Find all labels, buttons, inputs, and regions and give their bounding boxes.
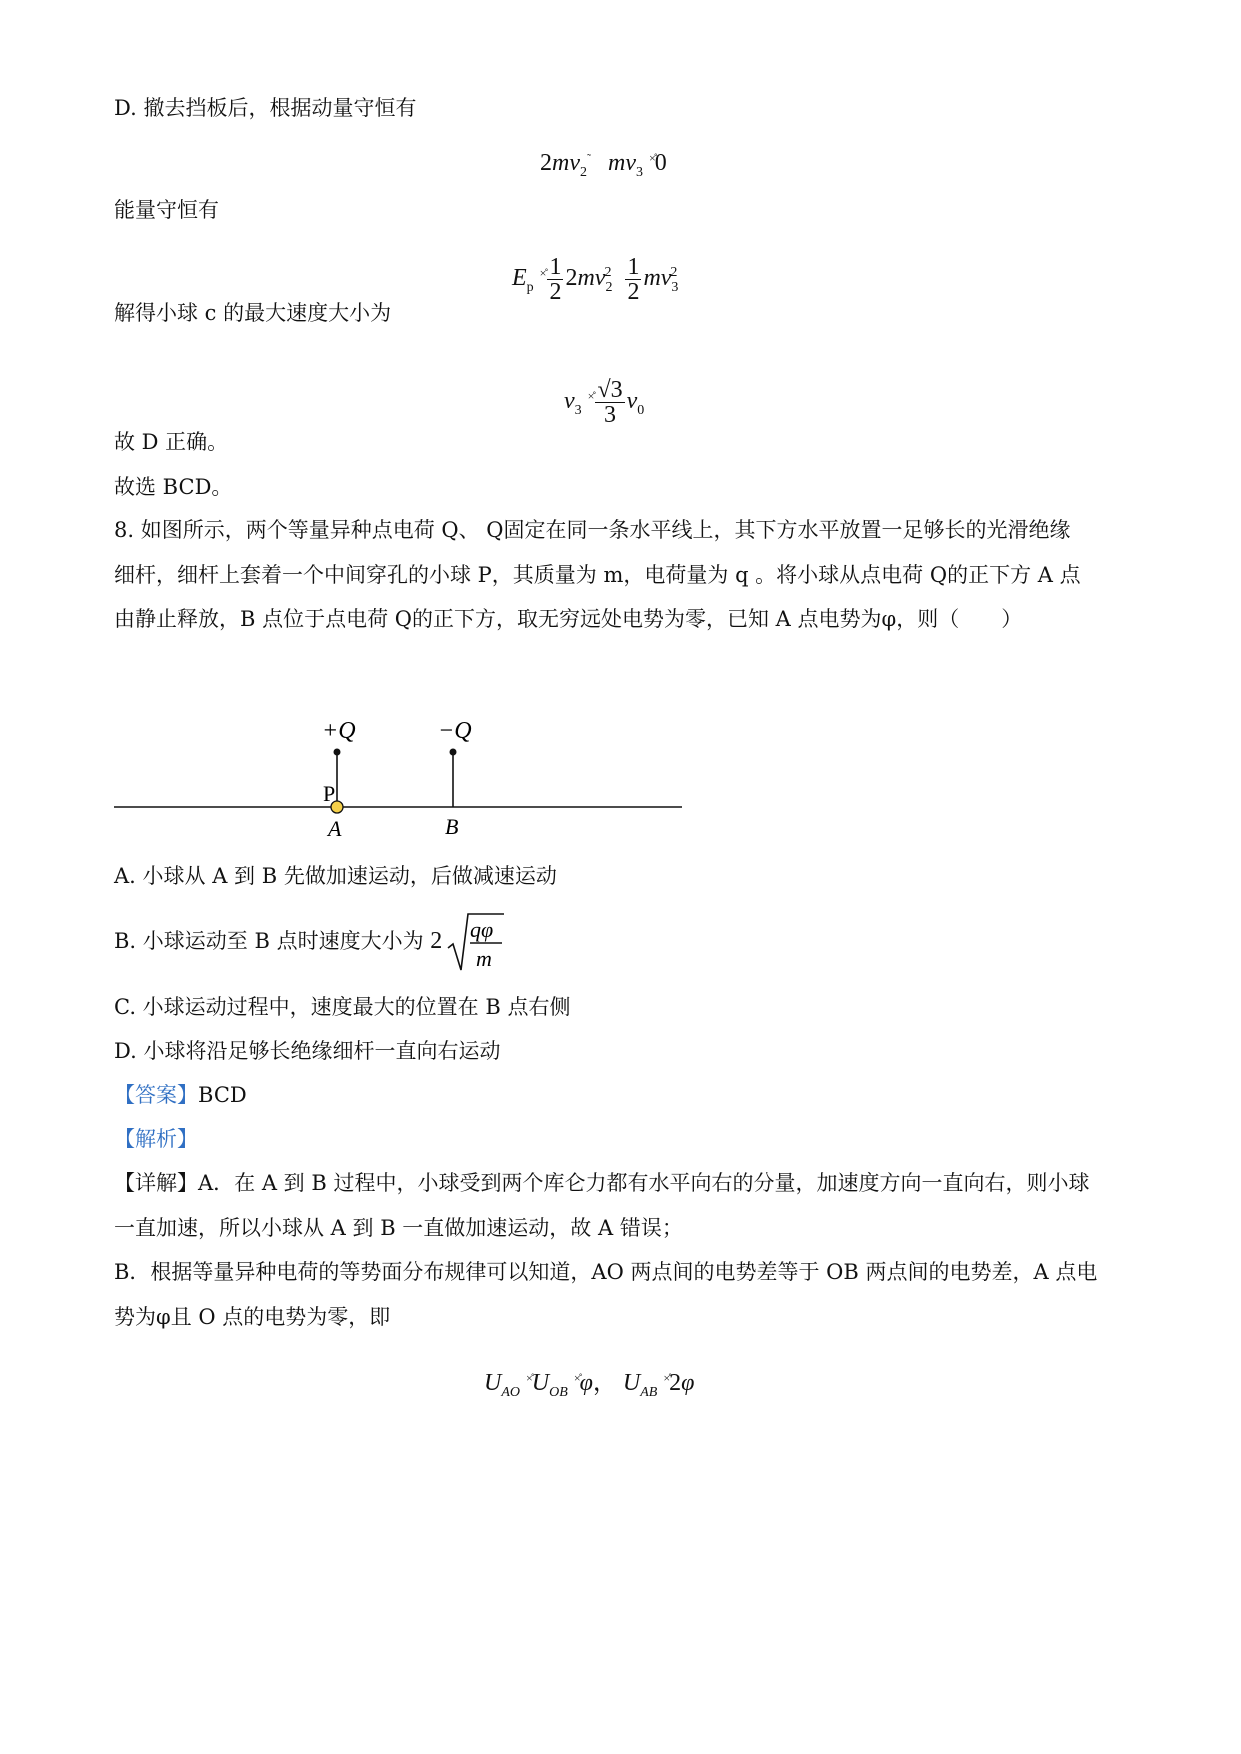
option-b-coefficient: 2 xyxy=(430,928,443,954)
detail-line-1: 【详解】A．在 A 到 B 过程中，小球受到两个库仑力都有水平向右的分量，加速度方向一直向右，则小球 xyxy=(114,1171,1090,1195)
detail-line-3: B．根据等量异种电荷的等势面分布规律可以知道，AO 两点间的电势差等于 OB 两点间的电势差，A 点电 xyxy=(114,1260,1098,1284)
a-label: A xyxy=(328,816,342,840)
question-8-line-3: 由静止释放，B 点位于点电荷 Q的正下方，取无穷远处电势为零，已知 A 点电势为φ，则（ ） xyxy=(114,607,1023,631)
potential-difference-equation: $U_{AO}$ $^{\times̊}U_{OB}$ ×̊φ， $U_{AB}$ ×̊2φ xyxy=(484,1370,695,1400)
option-d-heading: D. 撤去挡板后，根据动量守恒有 xyxy=(114,96,417,120)
p-label: P xyxy=(323,781,336,806)
detail-line-2: 一直加速，所以小球从 A 到 B 一直做加速运动，故 A 错误； xyxy=(114,1216,683,1240)
d-correct-line: 故 D 正确。 xyxy=(114,430,229,454)
energy-equation: $E_p$ ×̊ $\frac{1}{2}$ $2mv_2^2$ $\frac{1}{2}$ $mv_3^2$ xyxy=(512,254,679,305)
option-c: C. 小球运动过程中，速度最大的位置在 B 点右侧 xyxy=(114,995,571,1019)
option-b xyxy=(114,926,442,956)
plus-charge-dot xyxy=(334,749,341,756)
solve-line: 解得小球 c 的最大速度大小为 xyxy=(114,301,392,325)
plus-q-label: +Q xyxy=(322,718,356,744)
option-b-denominator: m xyxy=(476,946,492,971)
minus-q-label: −Q xyxy=(438,718,472,744)
b-label: B xyxy=(445,814,459,839)
charge-diagram xyxy=(110,700,690,840)
energy-conservation-line: 能量守恒有 xyxy=(114,198,219,222)
minus-charge-dot xyxy=(450,749,457,756)
max-speed-equation: $v_3$ ×̊ $\frac{√3}{3}$ $v_0$ xyxy=(564,377,645,428)
detail-line-4: 势为φ且 O 点的电势为零，即 xyxy=(114,1305,391,1329)
answer-line xyxy=(114,1080,247,1110)
option-a: A. 小球从 A 到 B 先做加速运动，后做减速运动 xyxy=(114,864,557,888)
option-b-numerator: qφ xyxy=(470,917,494,942)
analysis-tag: 【解析】 xyxy=(114,1127,198,1151)
option-d: D. 小球将沿足够长绝缘细杆一直向右运动 xyxy=(114,1039,501,1063)
question-8-line-2: 细杆，细杆上套着一个中间穿孔的小球 P，其质量为 m，电荷量为 q 。将小球从点电荷 Q的正下方 A 点 xyxy=(114,563,1081,587)
choose-line: 故选 BCD。 xyxy=(114,475,233,499)
momentum-equation: $2mv_2^˜$ $mv_3$ ×̊0 xyxy=(540,150,667,180)
option-b-text: B. 小球运动至 B 点时速度大小为 xyxy=(114,929,424,953)
answer-value: BCD xyxy=(198,1083,247,1107)
question-8-line-1: 8. 如图所示，两个等量异种点电荷 Q、 Q固定在同一条水平线上，其下方水平放置一足够长的光滑绝缘 xyxy=(114,518,1071,542)
option-b-sqrt xyxy=(446,910,506,976)
answer-tag: 【答案】 xyxy=(114,1083,198,1107)
